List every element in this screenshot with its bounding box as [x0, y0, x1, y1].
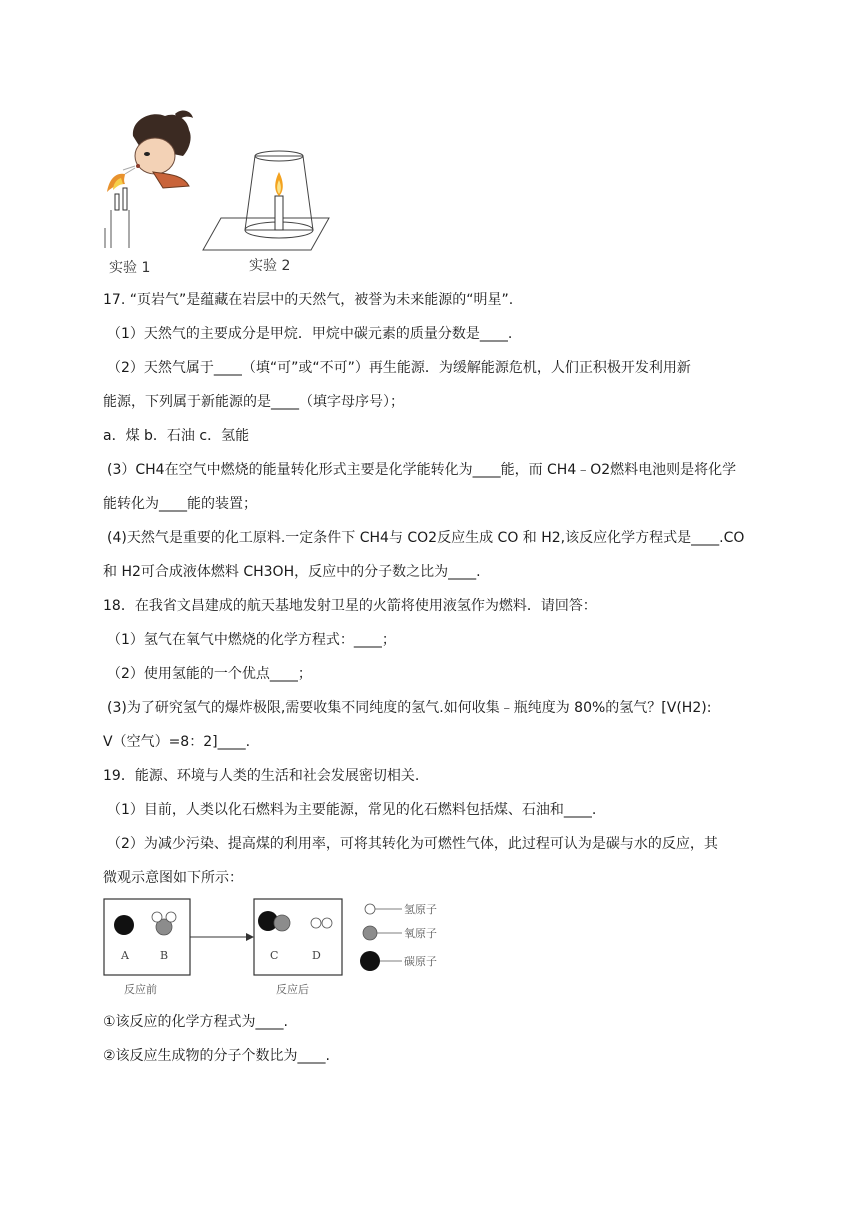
q19-title: 19．能源、环境与人类的生活和社会发展密切相关.	[103, 768, 420, 784]
q18-part1: （1）氢气在氧气中燃烧的化学方程式：____；	[107, 632, 396, 648]
legend-oxygen-icon	[363, 926, 377, 940]
q17-part2-line1: （2）天然气属于____（填“可”或“不可”）再生能源．为缓解能源危机，人们正积极开发利用新	[107, 360, 691, 376]
q19-part2-line1: （2）为减少污染、提高煤的利用率，可将其转化为可燃性气体，此过程可认为是碳与水的反应，其	[107, 836, 718, 852]
candle-under-beaker-illustration	[203, 151, 329, 250]
q19-sub1: ①该反应的化学方程式为____.	[103, 1014, 289, 1030]
q19-part2-line2: 微观示意图如下所示：	[103, 870, 243, 886]
legend-hydrogen-icon	[365, 904, 375, 914]
q17-part4-line1: (4)天然气是重要的化工原料.一定条件下 CH4与 CO2反应生成 CO 和 H2,该反应化学方程式是____.CO	[107, 530, 745, 546]
q19-part1: （1）目前，人类以化石燃料为主要能源，常见的化石燃料包括煤、石油和____.	[107, 802, 597, 818]
label-d: D	[312, 949, 321, 962]
carbon-atom-a	[114, 915, 134, 935]
q18-part2: （2）使用氢能的一个优点____；	[107, 666, 312, 682]
q18-part3-line2: V（空气）=8：2]____.	[103, 734, 251, 750]
q17-part4-line2: 和 H2可合成液体燃料 CH3OH，反应中的分子数之比为____.	[103, 564, 481, 580]
legend-carbon-label: 碳原子	[404, 955, 437, 968]
q17-options: a．煤 b．石油 c．氢能	[103, 428, 250, 444]
after-reaction-box	[254, 899, 342, 975]
h2-atom-1	[311, 918, 321, 928]
before-reaction-box	[104, 899, 190, 975]
co-oxygen-atom	[274, 915, 290, 931]
legend-oxygen-label: 氧原子	[404, 927, 437, 940]
water-hydrogen-atom-2	[166, 912, 176, 922]
h2-atom-2	[322, 918, 332, 928]
label-a: A	[121, 949, 129, 962]
girl-blowing-candle-illustration	[105, 111, 193, 248]
q18-title: 18．在我省文昌建成的航天基地发射卫星的火箭将使用液氢作为燃料．请回答：	[103, 598, 597, 614]
arrow-head-icon	[246, 933, 254, 941]
q17-part1: （1）天然气的主要成分是甲烷．甲烷中碳元素的质量分数是____.	[107, 326, 513, 342]
experiment-figure	[103, 108, 335, 278]
caption-experiment-1: 实验 1	[109, 260, 151, 276]
caption-after: 反应后	[276, 983, 309, 996]
caption-before: 反应前	[124, 983, 157, 996]
label-c: C	[270, 949, 279, 962]
caption-experiment-2: 实验 2	[249, 258, 291, 274]
q18-part3-line1: (3)为了研究氢气的爆炸极限,需要收集不同纯度的氢气.如何收集﹣瓶纯度为 80%的氢气？[V(H2):	[107, 700, 712, 716]
q19-sub2: ②该反应生成物的分子个数比为____.	[103, 1048, 331, 1064]
q17-part3-line2: 能转化为____能的装置；	[103, 496, 257, 512]
water-hydrogen-atom-1	[152, 912, 162, 922]
q17-title: 17. “页岩气”是蕴藏在岩层中的天然气，被誉为未来能源的“明星”.	[103, 292, 514, 308]
reaction-microscopic-diagram	[102, 895, 447, 999]
q17-part2-line2: 能源，下列属于新能源的是____（填字母序号）；	[103, 394, 404, 410]
legend-carbon-icon	[360, 951, 380, 971]
label-b: B	[160, 949, 169, 962]
legend-hydrogen-label: 氢原子	[404, 903, 437, 916]
q17-part3-line1: (3）CH4在空气中燃烧的能量转化形式主要是化学能转化为____能，而 CH4﹣O2燃料电池则是将化学	[107, 462, 737, 478]
